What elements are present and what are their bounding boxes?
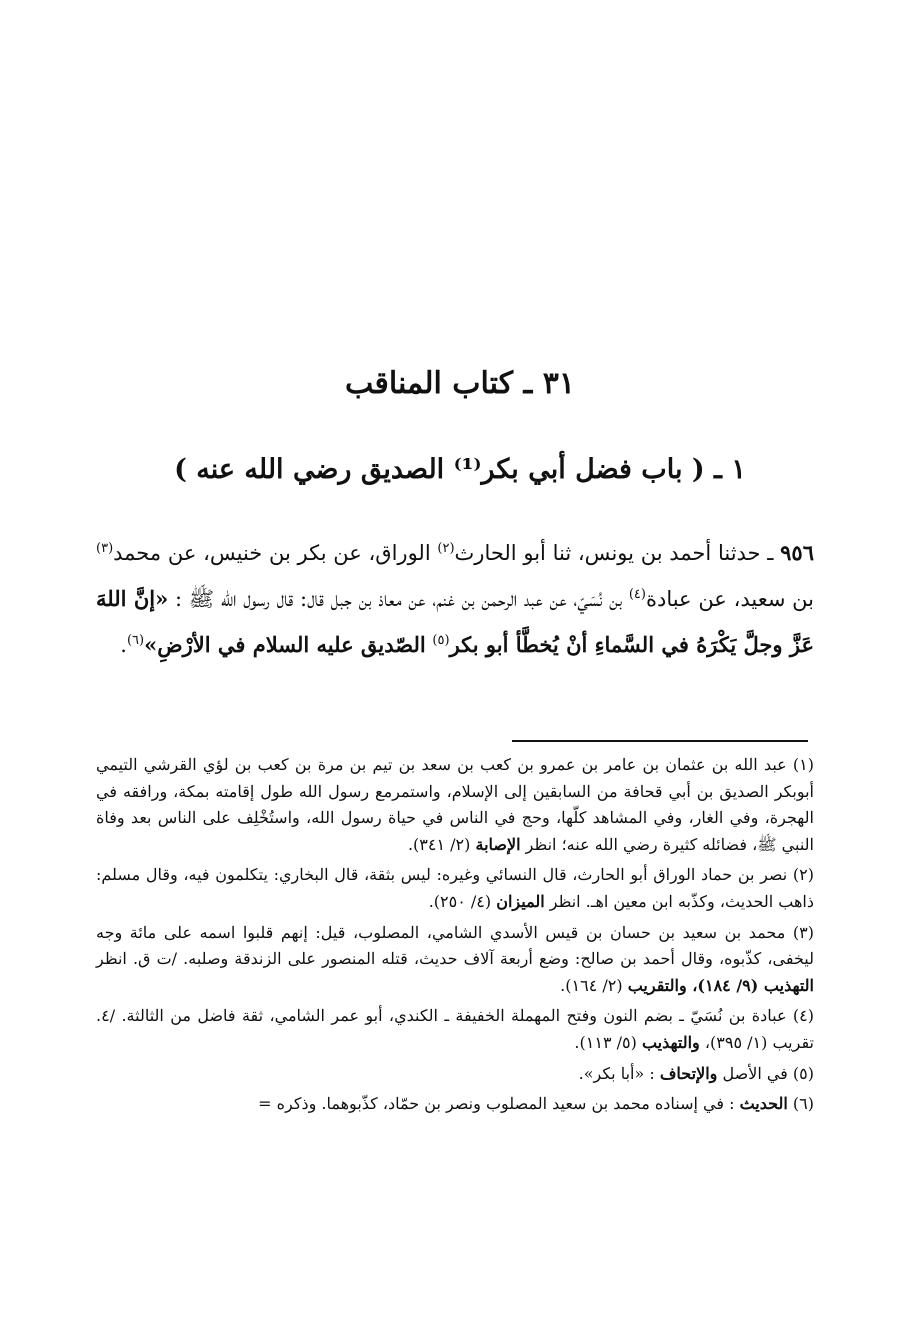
book-title: ٣١ ـ كتاب المناقب	[345, 366, 575, 401]
matn-text: الصّديق عليه السلام في الأرْضِ»	[144, 632, 426, 657]
end-mark: .	[120, 633, 127, 657]
footnote-marker: (٣)	[96, 541, 114, 556]
footnote: (٢) نصر بن حماد الوراق أبو الحارث، قال النسائي وغيره: ليس بثقة، قال البخاري: يتكلمون فيه، وقال مسلم: ذاهب الحديث، وكذّبه ابن معين اهـ. انظر الميزان (٤/ ٢٥٠).	[96, 865, 814, 911]
footnote: (٣) محمد بن سعيد بن حسان بن قيس الأسدي الشامي، المصلوب، قيل: إنهم قلبوا اسمه على مائة وجه ليخفى، كذّبوه، وقال أحمد بن صالح: وضع أربعة آلاف حديث، قتله المنصور على الزندقة وصلبه. /ت ق. انظر التهذيب (٩/ ١٨٤)، والتقريب (٢/ ١٦٤).	[96, 922, 814, 995]
footnote: (٦) الحديث : في إسناده محمد بن سعيد المصلوب ونصر بن حمّاد، كذّبوهما. وذكره =	[258, 1094, 814, 1114]
footnote: (٤) عبادة بن نُسَيّ ـ بضم النون وفتح المهملة الخفيفة ـ الكندي، أبو عمر الشامي، ثقة فاضل من الثالثة. /٤. تقريب (١/ ٣٩٥)، والتهذيب (٥/ ١١٣).	[96, 1006, 814, 1052]
matn-text: «إنَّ اللهَ عَزَّ وجلَّ يَكْرَهُ في السَّماءِ أنْ يُخطَّأ أبو بكر	[96, 586, 814, 657]
footnote-marker: (٥)	[432, 633, 450, 648]
footnote-divider	[512, 740, 808, 742]
isnad-text: بن نُسَيّ، عن عبد الرحمن بن غنم، عن معاذ بن جبل قال: قال رسول الله ﷺ :	[174, 587, 623, 611]
isnad-text: الوراق، عن بكر بن خنيس، عن محمد	[113, 541, 431, 565]
footnote-marker: (٤)	[628, 587, 646, 602]
chapter-title: ١ ـ ( باب فضل أبي بكر⁽¹⁾ الصديق رضي الله عنه )	[174, 454, 746, 485]
isnad-text: ـ حدثنا أحمد بن يونس، ثنا أبو الحارث	[454, 541, 774, 565]
footnote: (٥) في الأصل والإتحاف : «أبا بكر».	[578, 1063, 814, 1083]
footnotes	[96, 752, 814, 1122]
hadith-paragraph	[96, 530, 814, 668]
footnote: (١) عبد الله بن عثمان بن عامر بن عمرو بن كعب بن سعد بن تيم بن مرة بن كعب بن لؤي القرشي التيمي أبوبكر الصديق بن أبي قحافة من السابقين إلى الإسلام، واستمرمع رسول الله طول إقامته بمكة، ورافقه في الهجرة، وفي الغار، وفي المشاهد كلّها، وحج في الناس في حياة رسول الله، واستُخْلِف على الناس بعد وفاة النبي ﷺ، فضائله كثيرة رضي الله عنه؛ انظر الإصابة (٢/ ٣٤١).	[96, 755, 815, 854]
footnote-marker: (٢)	[437, 541, 455, 556]
footnote-marker: (٦)	[126, 633, 145, 648]
hadith-number: ٩٥٦	[780, 540, 814, 565]
isnad-text: بن سعيد، عن عبادة	[645, 587, 815, 611]
